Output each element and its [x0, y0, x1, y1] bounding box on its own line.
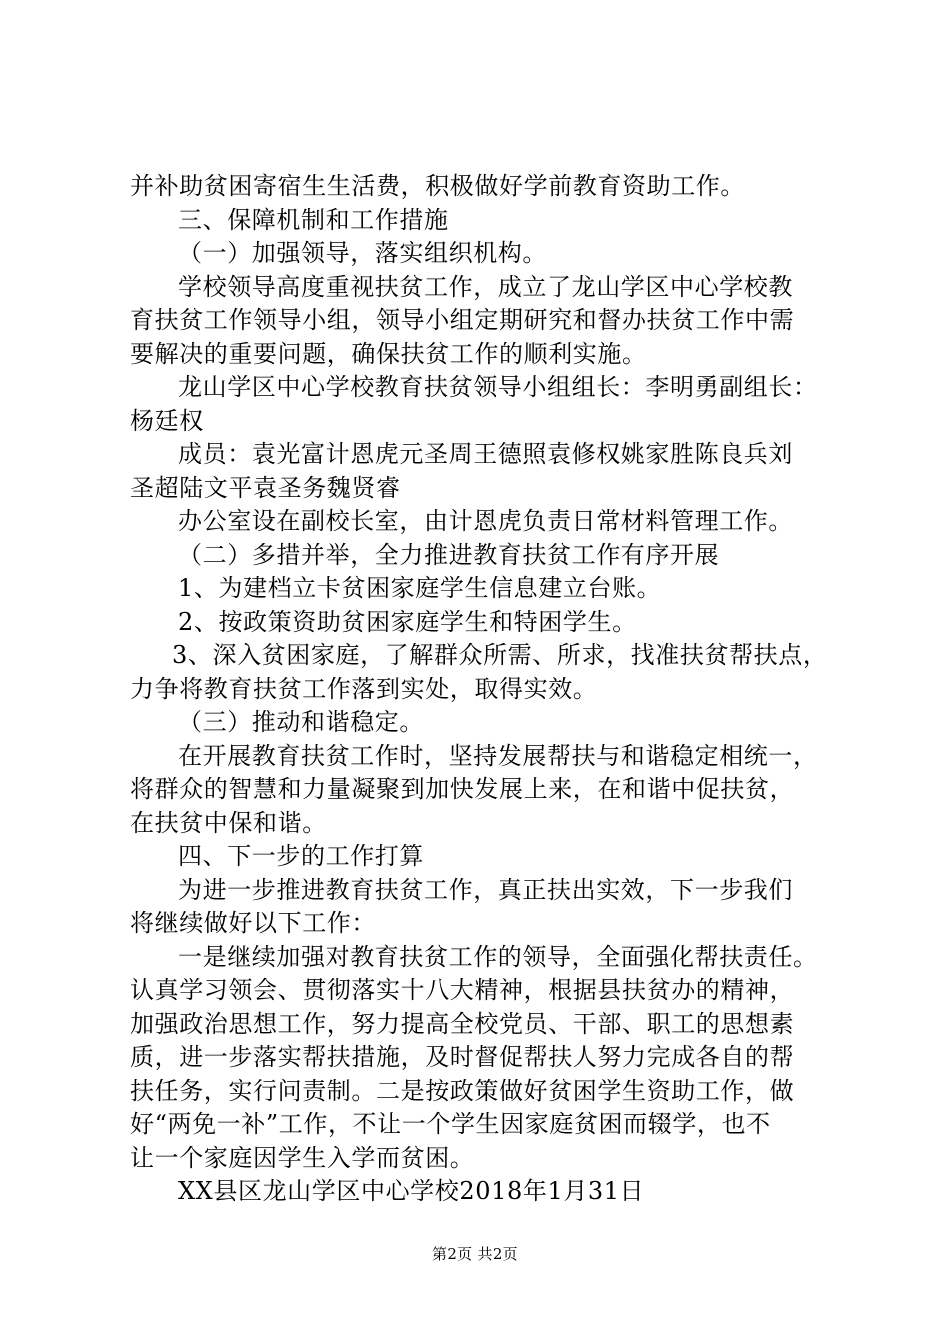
- text-line: 在扶贫中保和谐。: [130, 808, 327, 837]
- text-line: 扶任务，实行问责制。二是按政策做好贫困学生资助工作，做: [130, 1076, 795, 1105]
- text-line: 好“两免一补”工作，不让一个学生因家庭贫困而辍学，也不: [130, 1110, 771, 1138]
- subsection-heading: （三）推动和谐稳定。: [178, 708, 424, 736]
- text-line: 让一个家庭因学生入学而贫困。: [130, 1143, 475, 1172]
- list-item: 3、深入贫困家庭，了解群众所需、所求，找准扶贫帮扶点，: [172, 641, 828, 669]
- text-line: 质，进一步落实帮扶措施，及时督促帮扶人努力完成各自的帮: [130, 1043, 795, 1071]
- text-line: 成员：袁光富计恩虎元圣周王德照袁修权姚家胜陈良兵刘: [178, 440, 793, 468]
- page-number-footer: 第2页 共2页: [432, 1245, 518, 1263]
- signature-line: XX县区龙山学区中心学校2018年1月31日: [178, 1177, 645, 1205]
- text-line: 学校领导高度重视扶贫工作，成立了龙山学区中心学校教: [178, 272, 793, 301]
- text-line: 认真学习领会、贯彻落实十八大精神，根据县扶贫办的精神，: [130, 976, 795, 1004]
- document-body: [130, 170, 840, 1209]
- text-line: 力争将教育扶贫工作落到实处，取得实效。: [130, 674, 598, 703]
- text-line: 将继续做好以下工作：: [130, 909, 376, 937]
- text-line: 办公室设在副校长室，由计恩虎负责日常材料管理工作。: [178, 507, 793, 535]
- text-line: 圣超陆文平袁圣务魏贤睿: [130, 473, 401, 502]
- list-item: 2、按政策资助贫困家庭学生和特困学生。: [178, 607, 637, 636]
- text-line: 为进一步推进教育扶贫工作，真正扶出实效，下一步我们: [178, 875, 793, 904]
- text-line: 并补助贫困寄宿生生活费，积极做好学前教育资助工作。: [130, 172, 745, 200]
- text-line: 将群众的智慧和力量凝聚到加快发展上来，在和谐中促扶贫，: [130, 775, 795, 803]
- text-line: 杨廷权: [130, 406, 204, 435]
- text-line: 龙山学区中心学校教育扶贫领导小组组长：李明勇副组长：: [178, 373, 818, 401]
- text-line: 在开展教育扶贫工作时，坚持发展帮扶与和谐稳定相统一，: [178, 741, 818, 770]
- list-item: 1、为建档立卡贫困家庭学生信息建立台账。: [178, 574, 662, 602]
- section-heading: 四、下一步的工作打算: [178, 842, 424, 870]
- section-heading: 三、保障机制和工作措施: [178, 205, 449, 234]
- subsection-heading: （二）多措并举，全力推进教育扶贫工作有序开展: [178, 540, 720, 569]
- subsection-heading: （一）加强领导，落实组织机构。: [178, 239, 547, 267]
- text-line: 一是继续加强对教育扶贫工作的领导，全面强化帮扶责任。: [178, 942, 818, 971]
- text-line: 加强政治思想工作，努力提高全校党员、干部、职工的思想素: [130, 1009, 795, 1038]
- text-line: 要解决的重要问题，确保扶贫工作的顺利实施。: [130, 339, 647, 368]
- text-line: 育扶贫工作领导小组，领导小组定期研究和督办扶贫工作中需: [130, 306, 795, 334]
